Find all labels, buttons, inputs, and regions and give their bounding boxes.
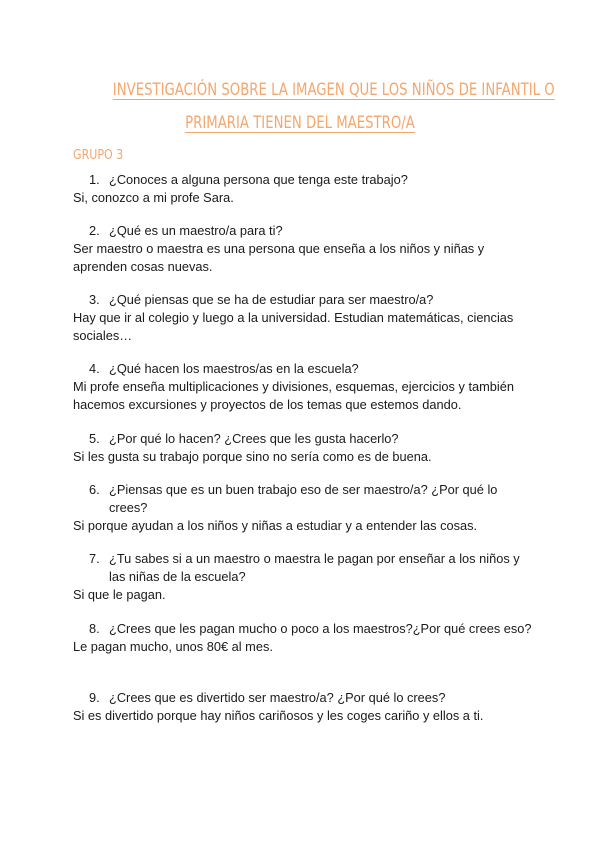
question: 7. ¿Tu sabes si a un maestro o maestra le pagan por enseñar a los niños y las niñas de la escuela? — [89, 551, 520, 584]
title-line-2: PRIMARIA TIENEN DEL MAESTRO/A — [185, 113, 415, 133]
title-line-1: INVESTIGACIÓN SOBRE LA IMAGEN QUE LOS NIÑOS DE INFANTIL O — [112, 80, 555, 100]
question: 3. ¿Qué piensas que se ha de estudiar para ser maestro/a? — [89, 292, 434, 307]
qa-item-3 — [73, 291, 533, 345]
question: 5. ¿Por qué lo hacen? ¿Crees que les gusta hacerlo? — [89, 431, 399, 446]
qa-item-6 — [73, 481, 533, 535]
answer: Si, conozco a mi profe Sara. — [73, 190, 234, 205]
qa-item-7 — [73, 550, 533, 604]
qa-item-2 — [73, 222, 533, 276]
answer: Si les gusta su trabajo porque sino no sería como es de buena. — [73, 449, 432, 464]
qa-item-1 — [73, 171, 533, 207]
qa-item-9 — [73, 689, 533, 725]
answer: Si porque ayudan a los niños y niñas a estudiar y a entender las cosas. — [73, 518, 478, 533]
group-heading: GRUPO 3 — [73, 148, 124, 163]
question: 6. ¿Piensas que es un buen trabajo eso de ser maestro/a? ¿Por qué lo crees? — [89, 482, 498, 515]
document-title — [112, 74, 555, 140]
question: 2. ¿Qué es un maestro/a para ti? — [89, 223, 283, 238]
answer: Ser maestro o maestra es una persona que enseña a los niños y niñas y aprenden cosas nuevas. — [73, 241, 485, 274]
answer: Hay que ir al colegio y luego a la universidad. Estudian matemáticas, ciencias sociales… — [73, 310, 514, 343]
question: 8. ¿Crees que les pagan mucho o poco a los maestros?¿Por qué crees eso? — [89, 621, 532, 636]
answer: Si es divertido porque hay niños cariñosos y les coges cariño y ellos a ti. — [73, 708, 484, 723]
qa-item-8 — [73, 620, 533, 656]
question: 4. ¿Qué hacen los maestros/as en la escuela? — [89, 361, 359, 376]
answer: Le pagan mucho, unos 80€ al mes. — [73, 639, 273, 654]
qa-item-4 — [73, 360, 533, 414]
question: 1. ¿Conoces a alguna persona que tenga este trabajo? — [89, 172, 408, 187]
answer: Si que le pagan. — [73, 587, 166, 602]
question: 9. ¿Crees que es divertido ser maestro/a? ¿Por qué lo crees? — [89, 690, 446, 705]
answer: Mi profe enseña multiplicaciones y divisiones, esquemas, ejercicios y también hacemos excursiones y proyectos de los temas que estemos dando. — [73, 379, 514, 412]
qa-item-5 — [73, 430, 533, 466]
